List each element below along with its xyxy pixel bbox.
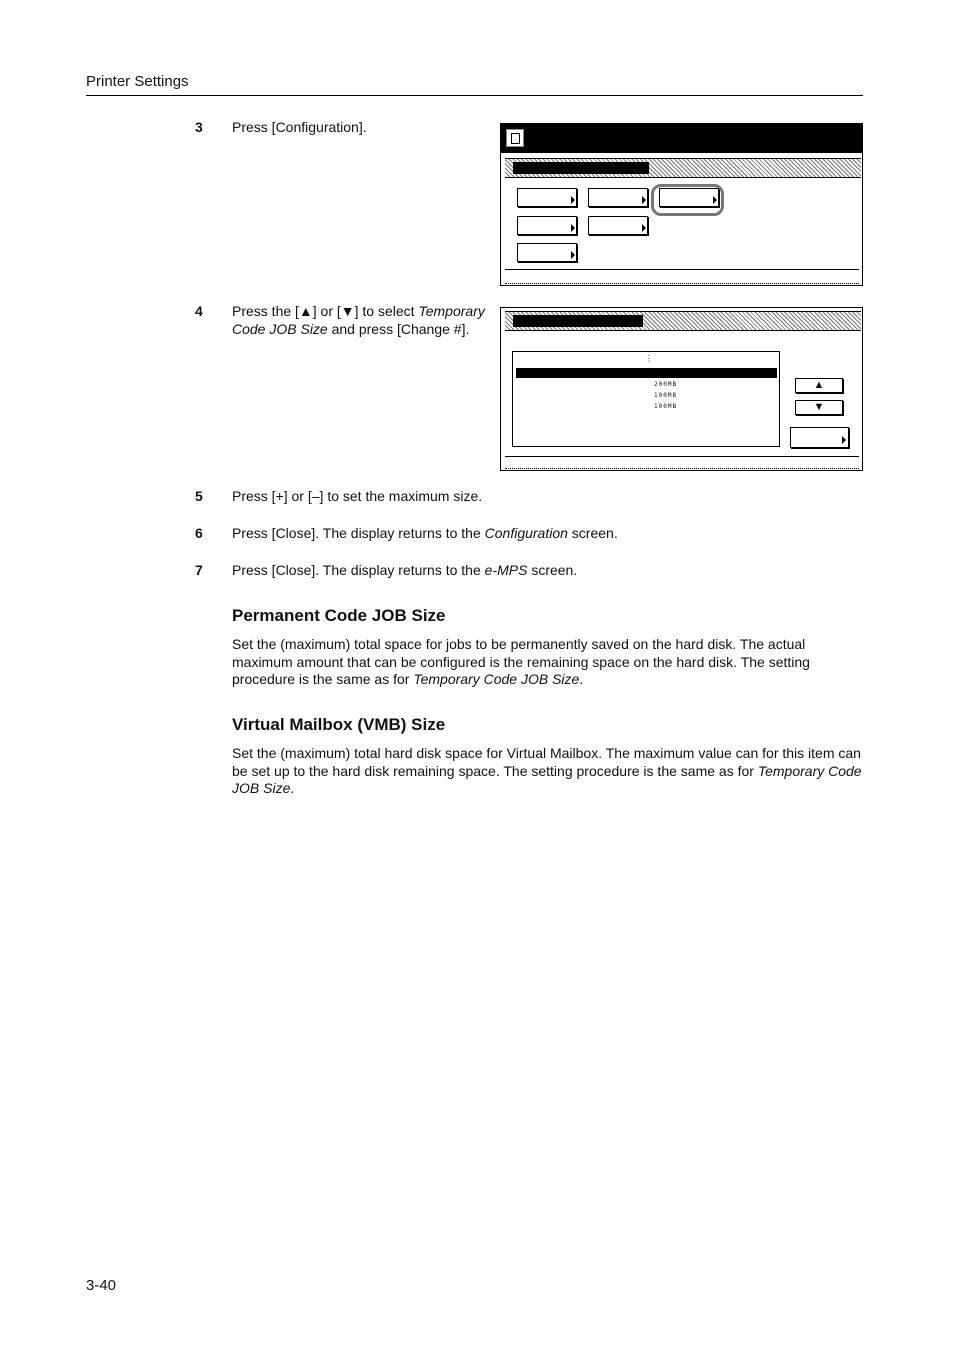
selected-list-row[interactable] <box>516 368 777 378</box>
menu-button[interactable] <box>588 188 648 207</box>
settings-list[interactable] <box>512 351 780 447</box>
menu-button[interactable] <box>588 216 648 235</box>
change-button[interactable] <box>790 427 849 448</box>
section-paragraph <box>232 745 864 798</box>
step-number: 4 <box>195 303 203 319</box>
step-number: 3 <box>195 119 203 135</box>
arrow-right-icon <box>571 196 575 204</box>
configuration-screen-illustration <box>500 123 863 286</box>
subtitle-label-block <box>513 315 643 327</box>
up-arrow-button[interactable]: ▲ <box>795 378 843 393</box>
document-icon <box>506 129 524 147</box>
subtitle-label-block <box>513 162 649 174</box>
step-text <box>232 524 618 542</box>
list-value: 100MB <box>654 403 678 410</box>
step-text-part: Press [Close]. The display returns to the <box>232 562 485 578</box>
step-text-part: Press the [▲] or [▼] to select <box>232 303 419 319</box>
arrow-right-icon <box>842 436 846 444</box>
list-value: 100MB <box>654 392 678 399</box>
list-value: 200MB <box>654 381 678 388</box>
paragraph-text: Set the (maximum) total space for jobs to be permanently saved on the hard disk. The actual maximum amount that can be configured is the remaining space on the hard disk. The setting procedure is the same as for <box>232 636 810 687</box>
paragraph-text: . <box>290 780 295 796</box>
column-divider: ⋮ <box>645 354 653 363</box>
screen-title-bar <box>501 124 862 153</box>
paragraph-text: Set the (maximum) total hard disk space for Virtual Mailbox. The maximum value can for this item can be set up to the hard disk remaining space. The setting procedure is the same as for <box>232 745 861 779</box>
arrow-right-icon <box>642 196 646 204</box>
menu-button[interactable] <box>517 243 577 262</box>
section-heading: Permanent Code JOB Size <box>232 606 446 625</box>
paragraph-emphasis: Temporary Code JOB Size <box>232 762 862 796</box>
job-size-screen-illustration <box>500 307 863 471</box>
step-text <box>232 561 577 579</box>
step-text-part: and press [Change #]. <box>327 321 470 337</box>
menu-button[interactable] <box>517 216 577 235</box>
step-text-emphasis: e-MPS <box>484 562 528 578</box>
configuration-button-highlight <box>651 184 724 216</box>
step-text-emphasis: Temporary Code JOB Size <box>232 303 485 337</box>
page-number: 3-40 <box>86 1277 117 1294</box>
section-paragraph <box>232 636 864 689</box>
step-text-part: Press [Close]. The display returns to the <box>232 525 485 541</box>
step-text: Press [Configuration]. <box>232 119 367 135</box>
step-text-part: screen. <box>567 525 618 541</box>
arrow-right-icon <box>571 224 575 232</box>
screen-status-bar <box>505 456 859 466</box>
step-number: 5 <box>195 488 203 504</box>
step-text-part: screen. <box>527 562 578 578</box>
arrow-right-icon <box>642 224 646 232</box>
header-rule <box>86 95 863 96</box>
paragraph-emphasis: Temporary Code JOB Size <box>413 671 580 687</box>
down-arrow-button[interactable]: ▼ <box>795 400 843 415</box>
paragraph-text: . <box>579 671 584 687</box>
arrow-right-icon <box>571 251 575 259</box>
page-header-title: Printer Settings <box>86 73 189 90</box>
step-text <box>232 302 494 338</box>
screen-status-bar <box>505 269 859 281</box>
menu-button[interactable] <box>517 188 577 207</box>
step-text-emphasis: Configuration <box>484 525 568 541</box>
step-text: Press [+] or [–] to set the maximum size. <box>232 488 483 504</box>
screen-subtitle-bar <box>505 158 861 178</box>
step-number: 6 <box>195 525 203 541</box>
screen-subtitle-bar <box>505 311 861 331</box>
section-heading: Virtual Mailbox (VMB) Size <box>232 715 446 734</box>
step-number: 7 <box>195 562 203 578</box>
